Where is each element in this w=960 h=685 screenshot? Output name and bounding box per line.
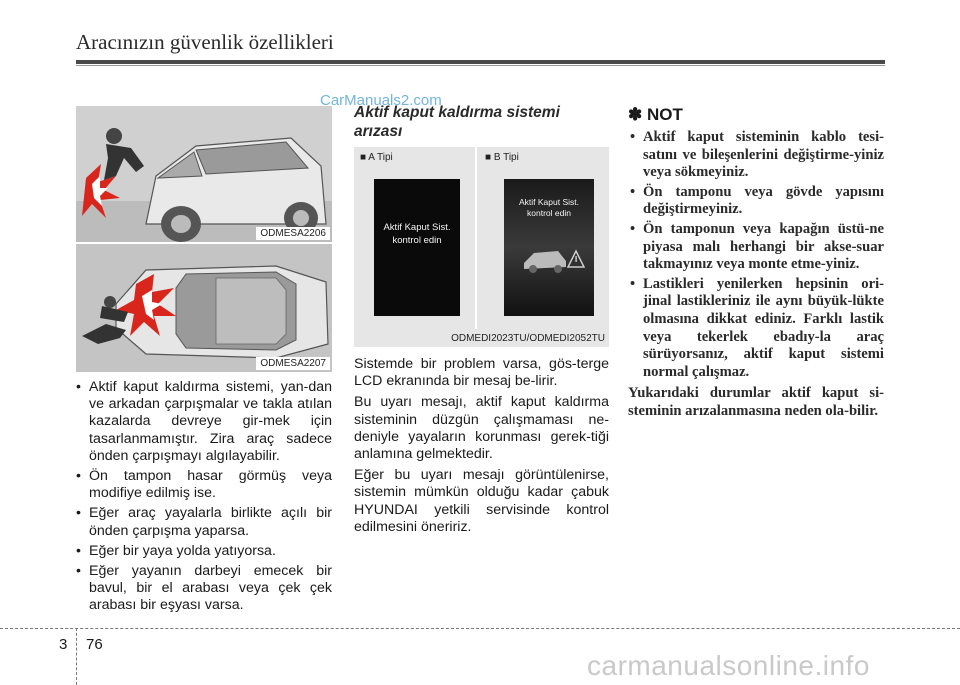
note-footer: Yukarıdaki durumlar aktif kaput si-steminin arızalanmasına neden ola-bilir.	[628, 385, 884, 419]
site-watermark[interactable]: carmanualsonline.info	[587, 650, 870, 681]
chapter-number: 3	[59, 636, 68, 653]
paragraph: Bu uyarı mesajı, aktif kaput kaldırma sisteminin düzgün çalışmaması ne-deniyle yayaların korunması gerek-tiği anlamına gelmektedir.	[354, 394, 609, 463]
illustration-side-collision	[76, 106, 332, 242]
lcd-screen-b	[504, 179, 594, 316]
list-item: • Ön tamponu veya gövde yapısını değiştirmeyiniz.	[628, 184, 884, 219]
page-number: 76	[86, 636, 103, 653]
image-code: ODMESA2206	[256, 227, 330, 240]
list-item: • Ön tampon hasar görmüş veya modifiye edilmiş ise.	[76, 468, 332, 502]
lcd-illustration	[354, 147, 609, 347]
header-title: Aracınızın güvenlik özellikleri	[76, 30, 334, 54]
image-code: ODMEDI2023TU/ODMEDI2052TU	[451, 333, 605, 344]
lcd-screen-a	[374, 179, 460, 316]
left-bullet-list	[76, 379, 332, 618]
list-item: • Eğer bir yaya yolda yatıyorsa.	[76, 543, 332, 560]
screen-b-line1: Aktif Kaput Sist.	[519, 197, 579, 207]
type-b-label: ■ B Tipi	[485, 152, 519, 163]
note-list	[628, 129, 884, 383]
illustration-pedestrian-lying	[76, 244, 332, 372]
screen-a-line2: kontrol edin	[392, 235, 442, 246]
paragraph: Sistemde bir problem varsa, gös-terge LCD ekranında bir mesaj be-lirir.	[354, 356, 609, 390]
screen-a-line1: Aktif Kaput Sist.	[383, 222, 451, 233]
list-item: • Aktif kaput kaldırma sistemi, yan-dan ve arkadan çarpışmalar ve takla atılan kazalarda devreye gir-mek için tasarlanmamıştır. Zira araç sadece önden çarpışmayı algılayabilir.	[76, 379, 332, 465]
footer-divider	[0, 628, 960, 629]
list-item: • Aktif kaput sisteminin kablo tesi-satını ve bileşenlerini değiştirme-yiniz veya sökmeyiniz.	[628, 129, 884, 182]
header-rule	[76, 60, 885, 64]
paragraph: Eğer bu uyarı mesajı görüntülenirse, sistemin mümkün olduğu kadar çabuk HYUNDAI yetkili servisinde kontrol edilmesini öneririz.	[354, 467, 609, 535]
list-item: • Lastikleri yenilerken hepsinin ori-jinal lastikleriniz ile aynı büyük-lükte olmasına dikkat ediniz. Farklı lastik veya tekerlek ebadıy-la araç sürüyorsanız, aktif kaput sistemi normal çalışmaz.	[628, 276, 884, 382]
watermark[interactable]: CarManuals2.com	[320, 92, 442, 109]
list-item: • Eğer yayanın darbeyi emecek bir bavul, bir el arabası veya çek çek arabası bir eşyası varsa.	[76, 563, 332, 615]
type-a-label: ■ A Tipi	[360, 152, 393, 163]
middle-text	[354, 356, 609, 540]
list-item: • Eğer araç yayalarla birlikte açılı bir önden çarpışma yaparsa.	[76, 505, 332, 539]
section-title: Aktif kaput kaldırma sistemi arızası	[354, 104, 560, 140]
list-item: • Ön tamponun veya kapağın üstü-ne piyasa malı herhangi bir akse-suar takmayınız veya monte etme-yiniz.	[628, 221, 884, 274]
footer-vertical-divider	[76, 628, 77, 685]
note-title: ✽ NOT	[628, 105, 683, 124]
screen-b-line2: kontrol edin	[527, 208, 571, 218]
image-code: ODMESA2207	[256, 357, 330, 370]
